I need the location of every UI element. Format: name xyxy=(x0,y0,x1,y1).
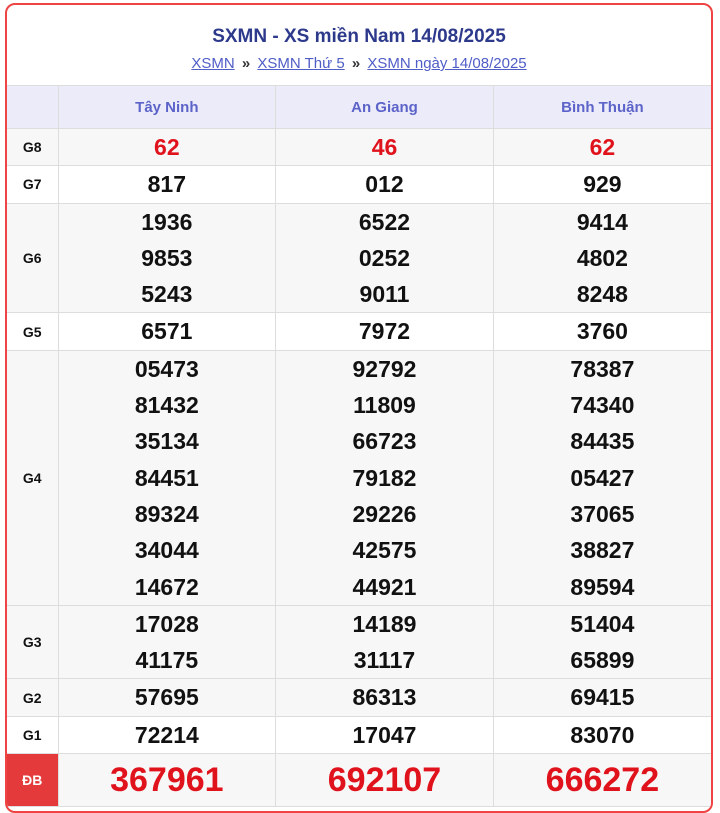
prize-number: 05427 xyxy=(570,464,635,491)
breadcrumb-separator: » xyxy=(351,55,361,72)
prize-number: 8248 xyxy=(576,281,628,308)
prize-number: 3760 xyxy=(576,318,628,345)
prize-label: G2 xyxy=(7,679,58,716)
prize-number: 44921 xyxy=(352,573,417,600)
breadcrumb xyxy=(7,54,711,74)
prize-row-g3 xyxy=(7,605,711,679)
prize-cell xyxy=(493,166,711,203)
prize-cell xyxy=(493,129,711,166)
breadcrumb-link-xsmn-date[interactable]: XSMN ngày 14/08/2025 xyxy=(367,55,527,72)
prize-cell xyxy=(493,605,711,679)
prize-cell xyxy=(276,313,494,350)
prize-number: 46 xyxy=(371,134,398,160)
prize-number: 05473 xyxy=(134,355,199,382)
prize-cell xyxy=(58,605,276,679)
results-header xyxy=(7,5,711,86)
prize-number: 41175 xyxy=(135,647,199,674)
prize-label: G1 xyxy=(7,716,58,753)
breadcrumb-link-xsmn[interactable]: XSMN xyxy=(191,55,235,72)
prize-row-db xyxy=(7,754,711,807)
prize-number: 5243 xyxy=(141,281,193,308)
prize-number: 84451 xyxy=(134,464,199,491)
prize-label: G4 xyxy=(7,350,58,605)
prize-number: 29226 xyxy=(352,500,417,527)
prize-number: 89324 xyxy=(134,500,199,527)
prize-number: 81432 xyxy=(134,392,199,419)
prize-cell xyxy=(58,716,276,753)
prize-number: 34044 xyxy=(134,537,199,564)
prize-cell xyxy=(493,313,711,350)
special-prize-number: 692107 xyxy=(327,761,442,800)
prize-number: 62 xyxy=(589,134,616,160)
prize-row-g6 xyxy=(7,203,711,313)
prize-number: 9414 xyxy=(576,208,628,235)
prize-number: 83070 xyxy=(570,721,635,748)
prize-number: 7972 xyxy=(358,318,411,345)
province-header-row xyxy=(7,86,711,129)
prize-cell xyxy=(58,350,276,605)
prize-cell xyxy=(493,716,711,753)
prize-number: 62 xyxy=(154,134,180,160)
prize-label: G5 xyxy=(7,313,58,350)
prize-cell xyxy=(276,754,494,807)
prize-number: 74340 xyxy=(570,392,635,419)
prize-number: 11809 xyxy=(353,392,416,419)
prize-number: 89594 xyxy=(570,573,635,600)
prize-row-g7 xyxy=(7,166,711,203)
prize-cell xyxy=(276,203,494,313)
prize-number: 79182 xyxy=(352,464,417,491)
prize-row-g4 xyxy=(7,350,711,605)
province-an-giang[interactable]: An Giang xyxy=(276,86,494,129)
prize-cell xyxy=(493,350,711,605)
prize-number: 14189 xyxy=(352,610,417,637)
prize-number: 86313 xyxy=(352,684,417,711)
prize-row-g2 xyxy=(7,679,711,716)
header-blank-cell xyxy=(7,86,58,129)
prize-cell xyxy=(58,203,276,313)
prize-row-g8 xyxy=(7,129,711,166)
prize-number: 37065 xyxy=(570,500,635,527)
prize-number: 17028 xyxy=(134,610,199,637)
breadcrumb-separator: » xyxy=(241,55,251,72)
prize-cell xyxy=(493,679,711,716)
prize-label: ĐB xyxy=(7,754,58,807)
prize-number: 1936 xyxy=(141,208,193,235)
breadcrumb-link-xsmn-thu-5[interactable]: XSMN Thứ 5 xyxy=(257,55,345,72)
prize-number: 6522 xyxy=(358,208,411,235)
prize-row-g1 xyxy=(7,716,711,753)
prize-number: 84435 xyxy=(570,428,635,455)
prize-number: 65899 xyxy=(570,647,635,674)
prize-number: 817 xyxy=(147,171,187,198)
results-table xyxy=(7,86,711,807)
prize-label: G7 xyxy=(7,166,58,203)
prize-number: 66723 xyxy=(352,428,417,455)
prize-label: G3 xyxy=(7,605,58,679)
province-tay-ninh[interactable]: Tây Ninh xyxy=(58,86,276,129)
page-title: SXMN - XS miền Nam 14/08/2025 xyxy=(212,26,506,47)
prize-label: G8 xyxy=(7,129,58,166)
prize-number: 57695 xyxy=(134,684,199,711)
prize-number: 35134 xyxy=(134,428,199,455)
prize-number: 0252 xyxy=(358,244,411,271)
results-card xyxy=(5,3,713,813)
prize-cell xyxy=(493,203,711,313)
prize-number: 38827 xyxy=(570,537,635,564)
prize-cell xyxy=(276,129,494,166)
prize-number: 4802 xyxy=(576,244,628,271)
prize-cell xyxy=(58,679,276,716)
prize-cell xyxy=(493,754,711,807)
prize-number: 929 xyxy=(583,171,622,198)
prize-number: 69415 xyxy=(570,684,635,711)
prize-number: 78387 xyxy=(570,355,635,382)
prize-number: 31117 xyxy=(353,647,416,674)
prize-cell xyxy=(58,754,276,807)
prize-cell xyxy=(276,166,494,203)
prize-cell xyxy=(276,350,494,605)
prize-number: 17047 xyxy=(352,721,417,748)
prize-number: 51404 xyxy=(570,610,635,637)
prize-number: 012 xyxy=(365,171,404,198)
special-prize-number: 367961 xyxy=(110,761,224,800)
prize-number: 9011 xyxy=(359,281,410,308)
prize-cell xyxy=(58,313,276,350)
prize-cell xyxy=(276,716,494,753)
special-prize-number: 666272 xyxy=(545,761,660,800)
prize-label: G6 xyxy=(7,203,58,313)
prize-number: 14672 xyxy=(134,573,199,600)
prize-number: 9853 xyxy=(141,244,193,271)
prize-number: 92792 xyxy=(352,355,417,382)
prize-number: 42575 xyxy=(352,537,417,564)
prize-cell xyxy=(58,166,276,203)
prize-number: 72214 xyxy=(134,721,199,748)
prize-cell xyxy=(276,679,494,716)
prize-cell xyxy=(58,129,276,166)
prize-row-g5 xyxy=(7,313,711,350)
province-binh-thuan[interactable]: Bình Thuận xyxy=(493,86,711,129)
prize-cell xyxy=(276,605,494,679)
prize-number: 6571 xyxy=(141,318,193,345)
